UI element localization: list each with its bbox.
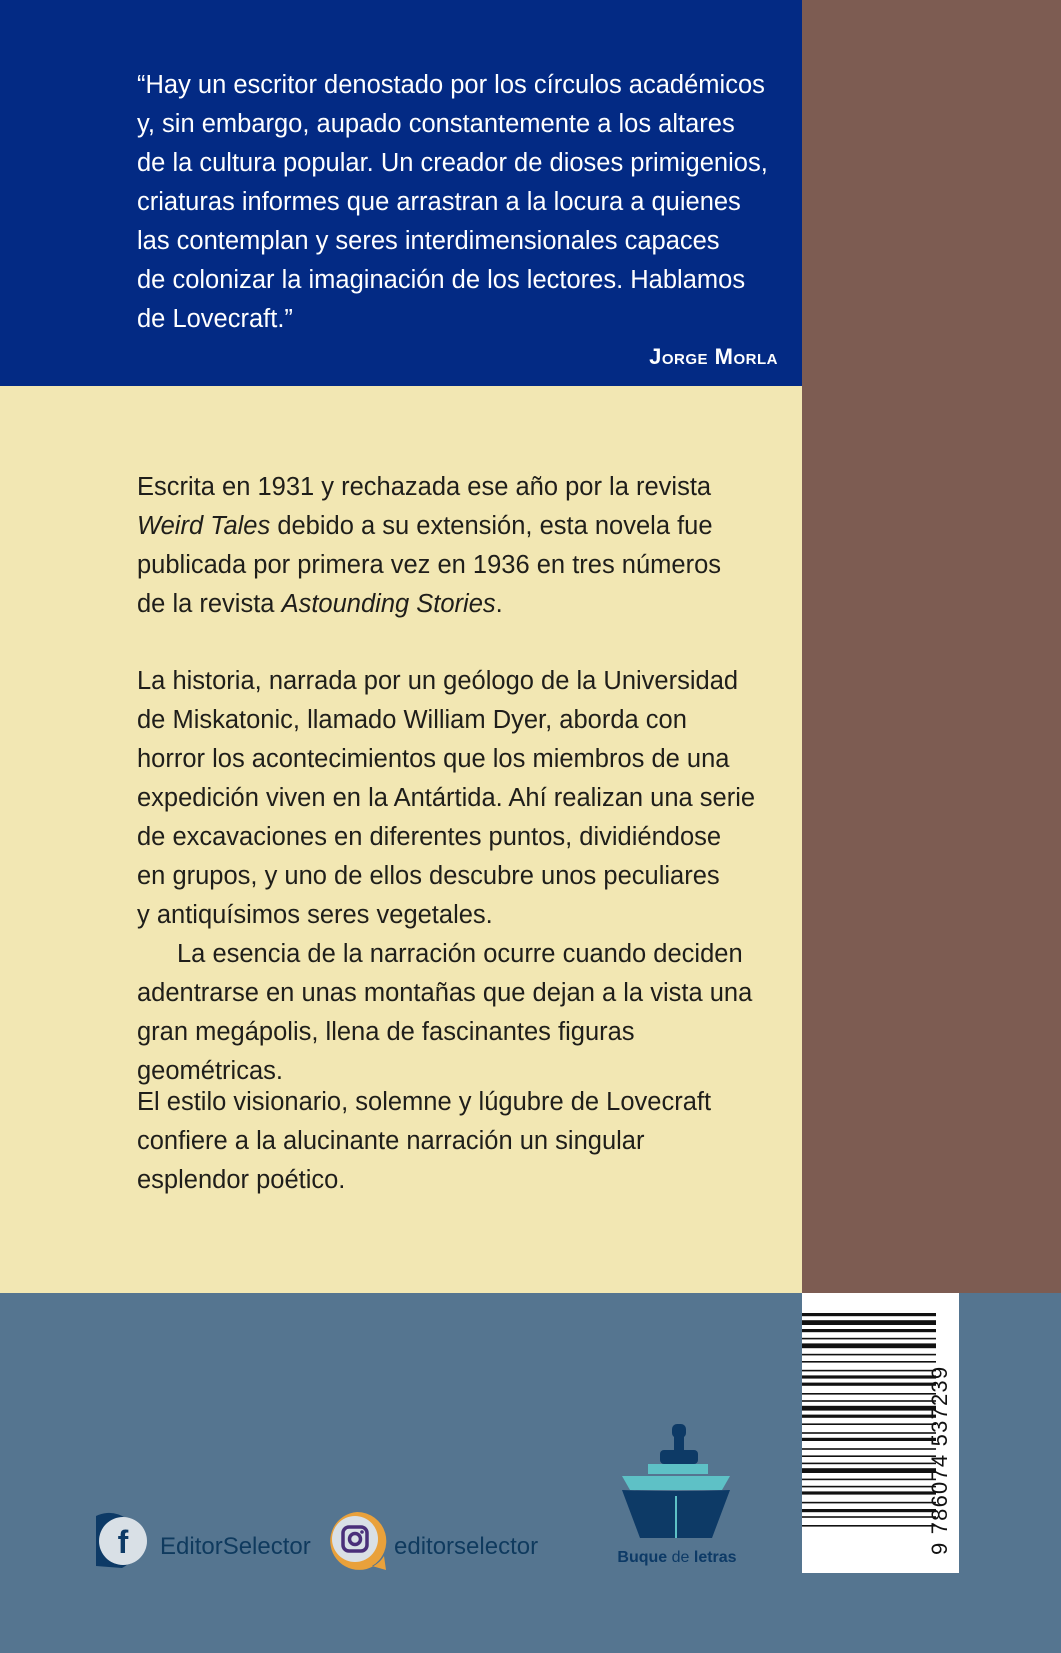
quote-line: de Lovecraft.” (137, 305, 293, 333)
svg-text:f: f (117, 1524, 129, 1560)
quote-text (137, 66, 787, 339)
barcode-bar (802, 1329, 936, 1332)
blurb-line: adentrarse en unas montañas que dejan a la vista una (137, 979, 753, 1007)
blurb-line: gran megápolis, llena de fascinantes figuras geométricas. (137, 1018, 635, 1085)
publisher-name (612, 1549, 742, 1567)
instagram-icon (326, 1510, 388, 1572)
instagram-handle[interactable]: editorselector (394, 1533, 539, 1560)
blurb-line: La historia, narrada por un geólogo de la Universidad (137, 667, 739, 695)
blurb-line: debido a su extensión, esta novela fue (270, 512, 713, 540)
barcode-bar (802, 1383, 936, 1386)
barcode-bar (802, 1343, 936, 1348)
blurb-paragraph-3 (137, 935, 777, 1091)
blurb-line: publicada por primera vez en 1936 en tres números (137, 551, 721, 579)
facebook-icon (92, 1510, 154, 1572)
barcode-bar (802, 1338, 936, 1340)
blurb-line: confiere a la alucinante narración un singular (137, 1127, 645, 1155)
barcode-bar (802, 1354, 936, 1356)
blurb-line: esplendor poético. (137, 1166, 346, 1194)
barcode-bar (802, 1516, 936, 1518)
barcode-bar (802, 1432, 936, 1434)
barcode-bar (802, 1491, 936, 1494)
blurb-line: La esencia de la narración ocurre cuando deciden (177, 940, 743, 968)
quote-line: criaturas informes que arrastran a la locura a quienes (137, 188, 741, 216)
blurb-line: . (495, 590, 503, 618)
ship-logo-icon (612, 1420, 742, 1570)
barcode-bar (802, 1393, 936, 1395)
quote-line: las contemplan y seres interdimensionales capaces (137, 227, 720, 255)
barcode-bar (802, 1423, 936, 1425)
publisher-name-part: letras (689, 1549, 737, 1566)
blurb-line: de la revista (137, 590, 282, 618)
barcode-bar (802, 1486, 936, 1488)
blurb-line: y antiquísimos seres vegetales. (137, 901, 493, 929)
blurb-line: El estilo visionario, solemne y lúgubre de Lovecraft (137, 1088, 712, 1116)
quote-panel (0, 0, 802, 386)
barcode-bar (802, 1448, 936, 1450)
publisher-name-part: de (671, 1549, 690, 1566)
barcode-bar (802, 1370, 936, 1372)
barcode-bar (802, 1525, 936, 1527)
facebook-link[interactable] (92, 1510, 311, 1572)
book-spine (802, 0, 1061, 1293)
blurb-paragraph-1 (137, 468, 777, 624)
quote-author: Jorge Morla (649, 344, 778, 369)
barcode-bar (802, 1468, 936, 1473)
isbn-number: 9 786074 537239 (927, 1365, 952, 1555)
quote-line: de la cultura popular. Un creador de dioses primigenios, (137, 149, 768, 177)
blurb-line: Escrita en 1931 y rechazada ese año por la revista (137, 473, 712, 501)
blurb-line: de Miskatonic, llamado William Dyer, aborda con (137, 706, 687, 734)
isbn-barcode (802, 1293, 959, 1573)
blurb-paragraph-4 (137, 1083, 777, 1200)
blurb-line: en grupos, y uno de ellos descubre unos peculiares (137, 862, 720, 890)
blurb-line: horror los acontecimientos que los miembros de una (137, 745, 730, 773)
instagram-link[interactable] (326, 1510, 538, 1572)
blurb-panel (0, 386, 802, 1293)
barcode-bar (802, 1400, 936, 1402)
magazine-title: Astounding Stories (281, 590, 496, 618)
barcode-bar (802, 1438, 936, 1441)
barcode-bar (802, 1320, 936, 1325)
barcode-bar (802, 1455, 936, 1457)
blurb-line: expedición viven en la Antártida. Ahí realizan una serie (137, 784, 756, 812)
quote-line: “Hay un escritor denostado por los círculos académicos (137, 71, 765, 99)
barcode-bar (802, 1406, 936, 1411)
barcode-bar (802, 1502, 936, 1504)
barcode-bar (802, 1361, 936, 1363)
facebook-handle[interactable]: EditorSelector (160, 1533, 311, 1560)
barcode-bar (802, 1313, 936, 1316)
barcode-bar (802, 1509, 936, 1512)
quote-line: de colonizar la imaginación de los lectores. Hablamos (137, 266, 746, 294)
barcode-bar (802, 1415, 936, 1418)
barcode-bar (802, 1463, 936, 1465)
barcode-bar (802, 1375, 936, 1378)
barcode-bar (802, 1479, 936, 1481)
blurb-line: de excavaciones en diferentes puntos, dividiéndose (137, 823, 722, 851)
magazine-title: Weird Tales (137, 512, 271, 540)
publisher-name-part: Buque (617, 1549, 672, 1566)
quote-line: y, sin embargo, aupado constantemente a los altares (137, 110, 735, 138)
blurb-paragraph-2 (137, 662, 777, 935)
